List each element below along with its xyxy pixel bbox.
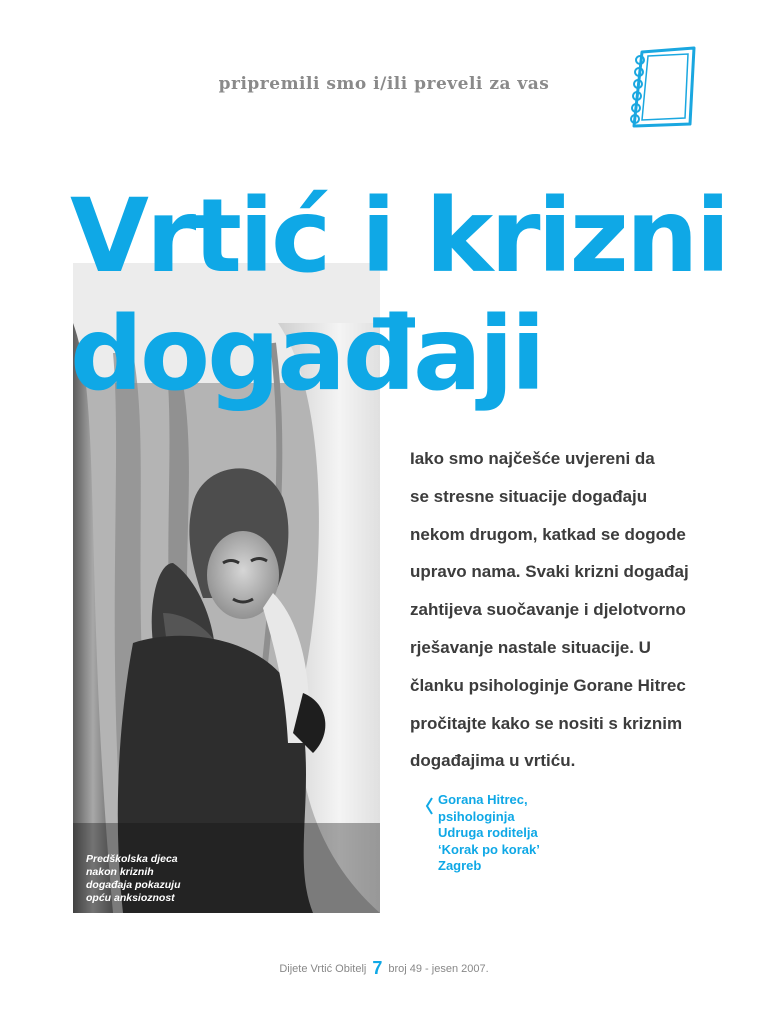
article-intro bbox=[410, 440, 710, 780]
caption-line: opću anksioznost bbox=[86, 892, 175, 904]
intro-line: događajima u vrtiću. bbox=[410, 751, 576, 771]
intro-line: upravo nama. Svaki krizni događaj bbox=[410, 562, 689, 582]
intro-line: zahtijeva suočavanje i djelotvorno bbox=[410, 600, 686, 620]
article-title bbox=[70, 178, 727, 414]
intro-line: Iako smo najčešće uvjereni da bbox=[410, 449, 655, 468]
title-line: događaji bbox=[70, 295, 543, 414]
intro-line: rješavanje nastale situacije. U bbox=[410, 637, 651, 657]
author-line: ‘Korak po korak’ bbox=[438, 841, 540, 857]
author-marker-icon bbox=[425, 797, 433, 815]
caption-line: događaja pokazuju bbox=[86, 879, 181, 891]
magazine-name: Dijete Vrtić Obitelj bbox=[279, 963, 367, 975]
author-credit bbox=[438, 792, 598, 875]
page-number: 7 bbox=[372, 958, 383, 978]
section-label: pripremili smo i/ili preveli za vas bbox=[218, 74, 550, 94]
caption-line: Predškolska djeca bbox=[86, 853, 178, 865]
author-line: Udruga roditelja bbox=[438, 825, 538, 840]
caption-line: nakon kriznih bbox=[86, 866, 154, 878]
intro-line: pročitajte kako se nositi s kriznim bbox=[410, 713, 683, 733]
author-line: Gorana Hitrec, bbox=[438, 792, 528, 807]
issue-info: broj 49 - jesen 2007. bbox=[388, 963, 489, 975]
intro-line: članku psihologinje Gorane Hitrec bbox=[410, 675, 686, 695]
title-line: Vrtić i krizni bbox=[70, 177, 728, 296]
page-footer bbox=[0, 958, 768, 979]
author-line: Zagreb bbox=[438, 858, 482, 873]
notebook-icon bbox=[620, 44, 700, 130]
photo-caption bbox=[86, 853, 206, 905]
intro-line: nekom drugom, katkad se dogode bbox=[410, 524, 686, 544]
intro-line: se stresne situacije događaju bbox=[410, 486, 648, 506]
author-line: psihologinja bbox=[438, 808, 515, 824]
